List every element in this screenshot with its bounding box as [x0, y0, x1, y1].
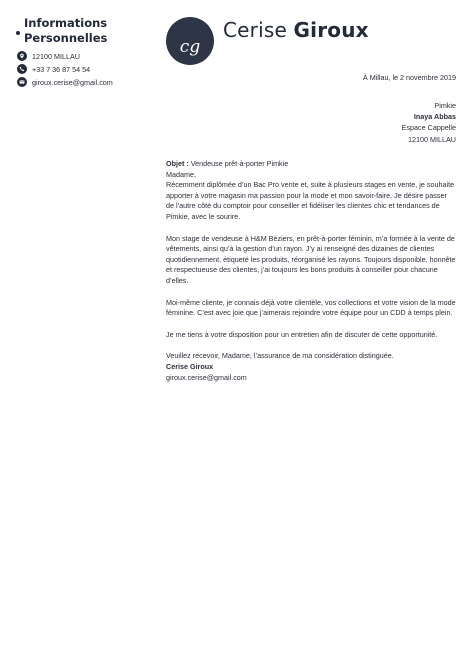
monogram-text: cg — [179, 37, 201, 57]
contact-phone-text: +33 7 36 87 54 54 — [32, 64, 91, 74]
contact-address — [17, 51, 80, 61]
recipient-city: 12100 MILLAU — [408, 134, 456, 144]
subject-label: Objet : — [166, 159, 189, 168]
paragraph: Moi-même cliente, je connais déjà votre clientèle, vos collections et votre vision de la mode féminine. C’est avec joie que j’aimerais rejoindre votre équipe pour un CDD à temps plein. — [166, 297, 456, 318]
contact-phone — [17, 64, 90, 74]
salutation: Madame, — [166, 169, 196, 179]
place-date: À Millau, le 2 novembre 2019 — [362, 73, 456, 82]
contact-email-text[interactable]: giroux.cerise@gmail.com — [32, 77, 113, 87]
phone-icon — [17, 64, 27, 74]
monogram-badge — [166, 17, 214, 65]
closing-line: Veuillez recevoir, Madame, l’assurance de ma considération distinguée. — [166, 351, 394, 361]
last-name: Giroux — [293, 18, 369, 42]
paragraph: Je me tiens à votre disposition pour un entretien afin de discuter de cette opportunité. — [166, 329, 438, 339]
paragraph: Mon stage de vendeuse à H&M Béziers, en prêt-à-porter féminin, m’a formée à la vente de vêtements, ainsi qu’à la gestion d’un rayon. J’y ai renseigné des dizaines de clientes quotidiennement, étiqueté les produits, réorganisé les rayons. Toujours disponible, honnête et respectueuse des clientes, j’ai toujours les bons produits à conseiller pour chacune d’elles. — [166, 233, 456, 285]
subject-line — [166, 159, 456, 170]
paragraph: Récemment diplômée d’un Bac Pro vente et, suite à plusieurs stages en vente, je souhaite apporter à votre magasin ma passion pour la mode et mon savoir-faire. Je désire passer de l’autre côté du comptoir pour conseiller et fidéliser les clientes chic et tendances de Pimkie, avec le sourire. — [166, 180, 455, 221]
subject-text: Vendeuse prêt-à-porter Pimkie — [188, 159, 289, 168]
contact-address-text: 12100 MILLAU — [32, 51, 80, 61]
recipient-company: Pimkie — [434, 101, 456, 110]
contact-email[interactable] — [17, 77, 113, 87]
first-name: Cerise — [223, 18, 287, 42]
signature-email[interactable]: giroux.cerise@gmail.com — [166, 372, 247, 382]
email-icon — [17, 77, 27, 87]
location-icon — [17, 51, 27, 61]
recipient-block — [402, 100, 456, 145]
sidebar — [0, 0, 150, 670]
sidebar-title: Informations Personnelles — [24, 16, 108, 45]
bullet-dot — [16, 31, 20, 35]
recipient-street: Espace Cappelle — [401, 123, 456, 133]
applicant-name — [223, 18, 369, 42]
letter-body — [166, 159, 456, 383]
signature-name: Cerise Giroux — [166, 361, 214, 371]
recipient-name: Inaya Abbas — [413, 112, 456, 122]
